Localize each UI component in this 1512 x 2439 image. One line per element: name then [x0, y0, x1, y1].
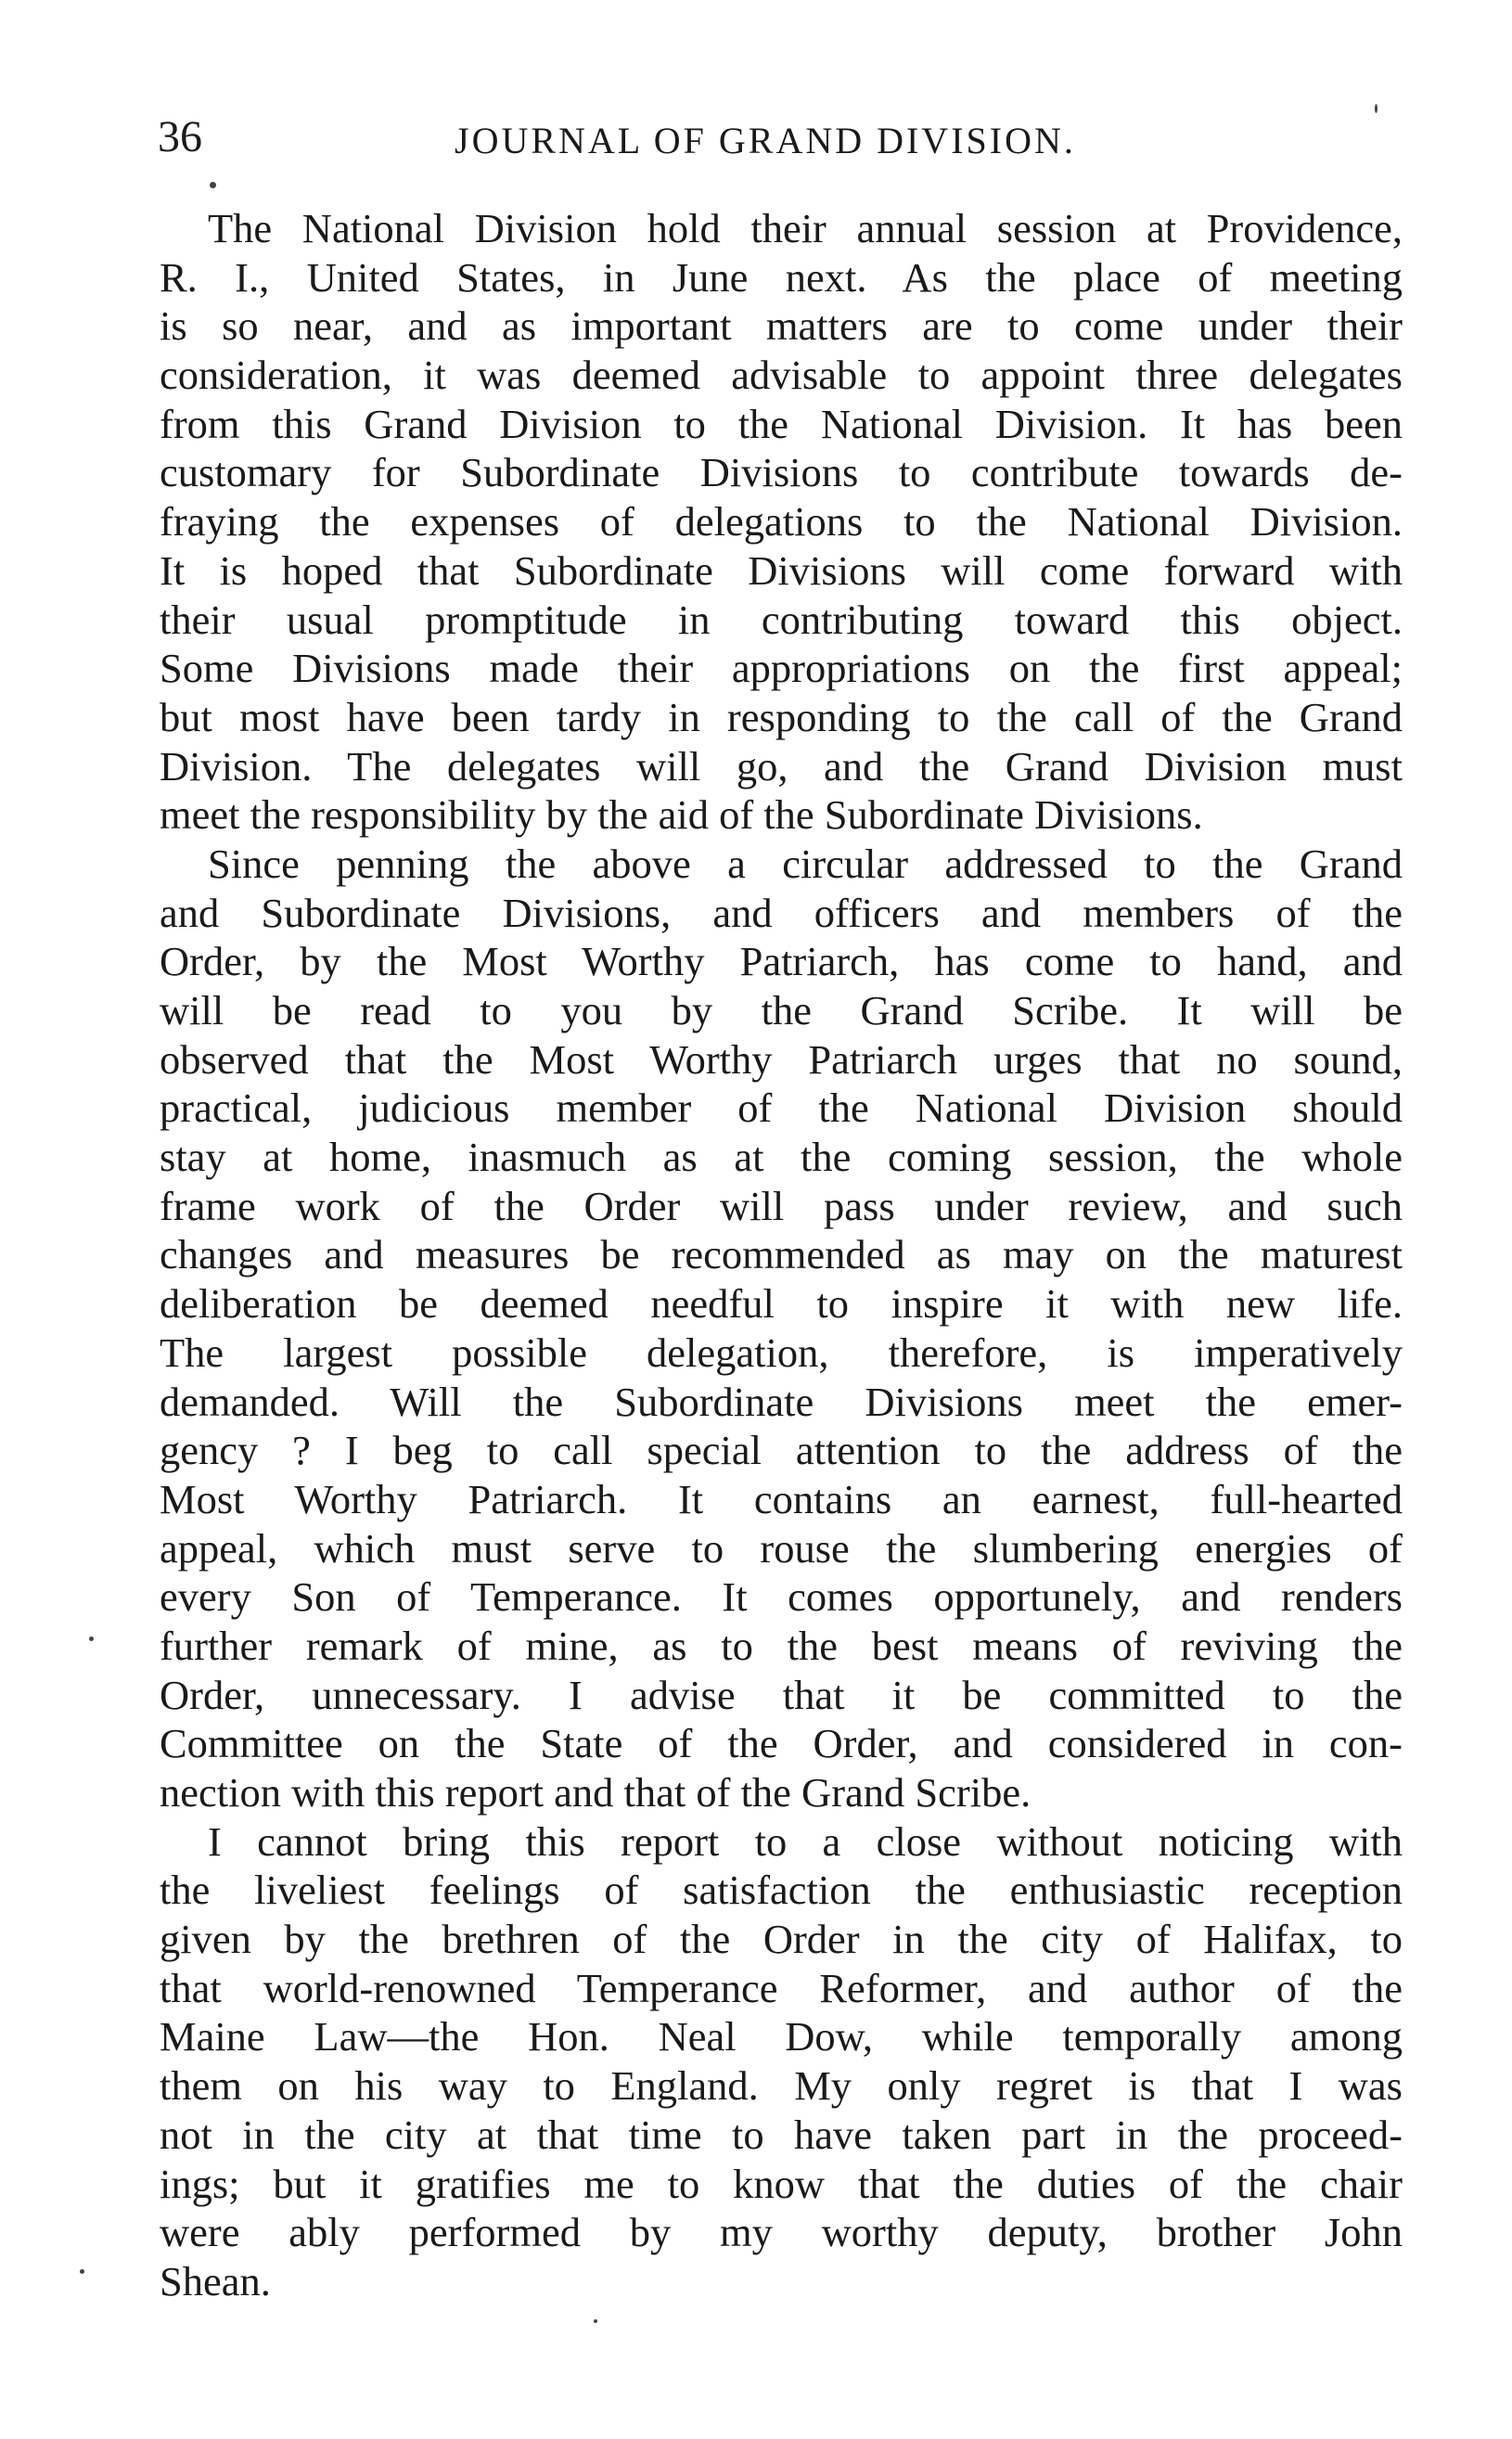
print-speck	[89, 1637, 94, 1641]
text-line: that world-renowned Temperance Reformer, and author of the	[160, 1964, 1403, 2011]
text-line: The National Division hold their annual session at Providence,	[208, 205, 1403, 251]
text-line: ings; but it gratifies me to know that the duties of the chair	[160, 2160, 1403, 2207]
text-line: R. I., United States, in June next. As the place of meeting	[160, 253, 1403, 301]
text-line: demanded. Will the Subordinate Divisions meet the emer-	[160, 1378, 1403, 1425]
body-text	[160, 204, 1403, 2306]
text-line: customary for Subordinate Divisions to contribute towards de-	[160, 449, 1403, 496]
running-head: JOURNAL OF GRAND DIVISION.	[455, 120, 1076, 161]
text-line: Maine Law—the Hon. Neal Dow, while temporally among	[160, 2013, 1403, 2060]
text-line: changes and measures be recommended as may on the maturest	[160, 1231, 1403, 1278]
text-line: Some Divisions made their appropriations on the first appeal;	[160, 645, 1403, 692]
text-line: their usual promptitude in contributing toward this object.	[160, 596, 1403, 643]
text-line: every Son of Temperance. It comes opportunely, and renders	[160, 1573, 1403, 1621]
text-line: I cannot bring this report to a close without noticing with	[208, 1817, 1403, 1865]
text-line: nection with this report and that of the Grand Scribe.	[160, 1769, 1031, 1816]
text-line: consideration, it was deemed advisable to appoint three delegates	[160, 352, 1403, 399]
print-speck	[80, 2269, 84, 2274]
paragraph-1	[160, 204, 1403, 840]
text-line: appeal, which must serve to rouse the slumbering energies of	[160, 1524, 1403, 1572]
paragraph-2	[160, 840, 1403, 1817]
page-header	[158, 109, 1401, 174]
paragraph-3	[160, 1817, 1403, 2306]
page-number: 36	[158, 112, 202, 161]
text-line: Most Worthy Patriarch. It contains an earnest, full-hearted	[160, 1475, 1403, 1522]
text-line: fraying the expenses of delegations to the National Division.	[160, 498, 1403, 546]
text-line: The largest possible delegation, therefore, is imperatively	[160, 1329, 1403, 1376]
text-line: deliberation be deemed needful to inspire it with new life.	[160, 1280, 1403, 1328]
text-line: Order, unnecessary. I advise that it be committed to the	[160, 1671, 1403, 1718]
text-line: further remark of mine, as to the best means of reviving the	[160, 1622, 1403, 1669]
text-line: will be read to you by the Grand Scribe. It will be	[160, 987, 1403, 1033]
text-line: is so near, and as important matters are to come under their	[160, 302, 1403, 350]
text-line: the liveliest feelings of satisfaction the enthusiastic reception	[160, 1867, 1403, 1914]
text-line: Committee on the State of the Order, and considered in con-	[160, 1720, 1403, 1767]
text-line: but most have been tardy in responding to the call of the Grand	[160, 693, 1403, 740]
text-line: practical, judicious member of the National Division should	[160, 1085, 1403, 1132]
print-speck	[594, 2319, 597, 2323]
text-line: frame work of the Order will pass under review, and such	[160, 1182, 1403, 1229]
text-line: observed that the Most Worthy Patriarch urges that no sound,	[160, 1035, 1403, 1083]
text-line: Order, by the Most Worthy Patriarch, has come to hand, and	[160, 938, 1403, 985]
text-line: and Subordinate Divisions, and officers and members of the	[160, 889, 1403, 936]
text-line: gency ? I beg to call special attention to the address of the	[160, 1427, 1403, 1474]
text-line: Division. The delegates will go, and the Grand Division must	[160, 742, 1403, 789]
text-line: not in the city at that time to have taken part in the proceed-	[160, 2111, 1403, 2158]
text-line: stay at home, inasmuch as at the coming session, the whole	[160, 1134, 1403, 1181]
text-line: Shean.	[160, 2257, 271, 2304]
text-line: them on his way to England. My only regret is that I was	[160, 2062, 1403, 2110]
text-line: Since penning the above a circular addressed to the Grand	[208, 840, 1403, 887]
text-line: from this Grand Division to the National Division. It has been	[160, 400, 1403, 447]
text-line: given by the brethren of the Order in the city of Halifax, to	[160, 1916, 1403, 1963]
text-line: meet the responsibility by the aid of the Subordinate Divisions.	[160, 791, 1203, 839]
print-speck	[210, 182, 216, 188]
text-line: It is hoped that Subordinate Divisions will come forward with	[160, 546, 1403, 594]
print-speck	[1375, 104, 1377, 113]
text-line: were ably performed by my worthy deputy, brother John	[160, 2209, 1403, 2256]
